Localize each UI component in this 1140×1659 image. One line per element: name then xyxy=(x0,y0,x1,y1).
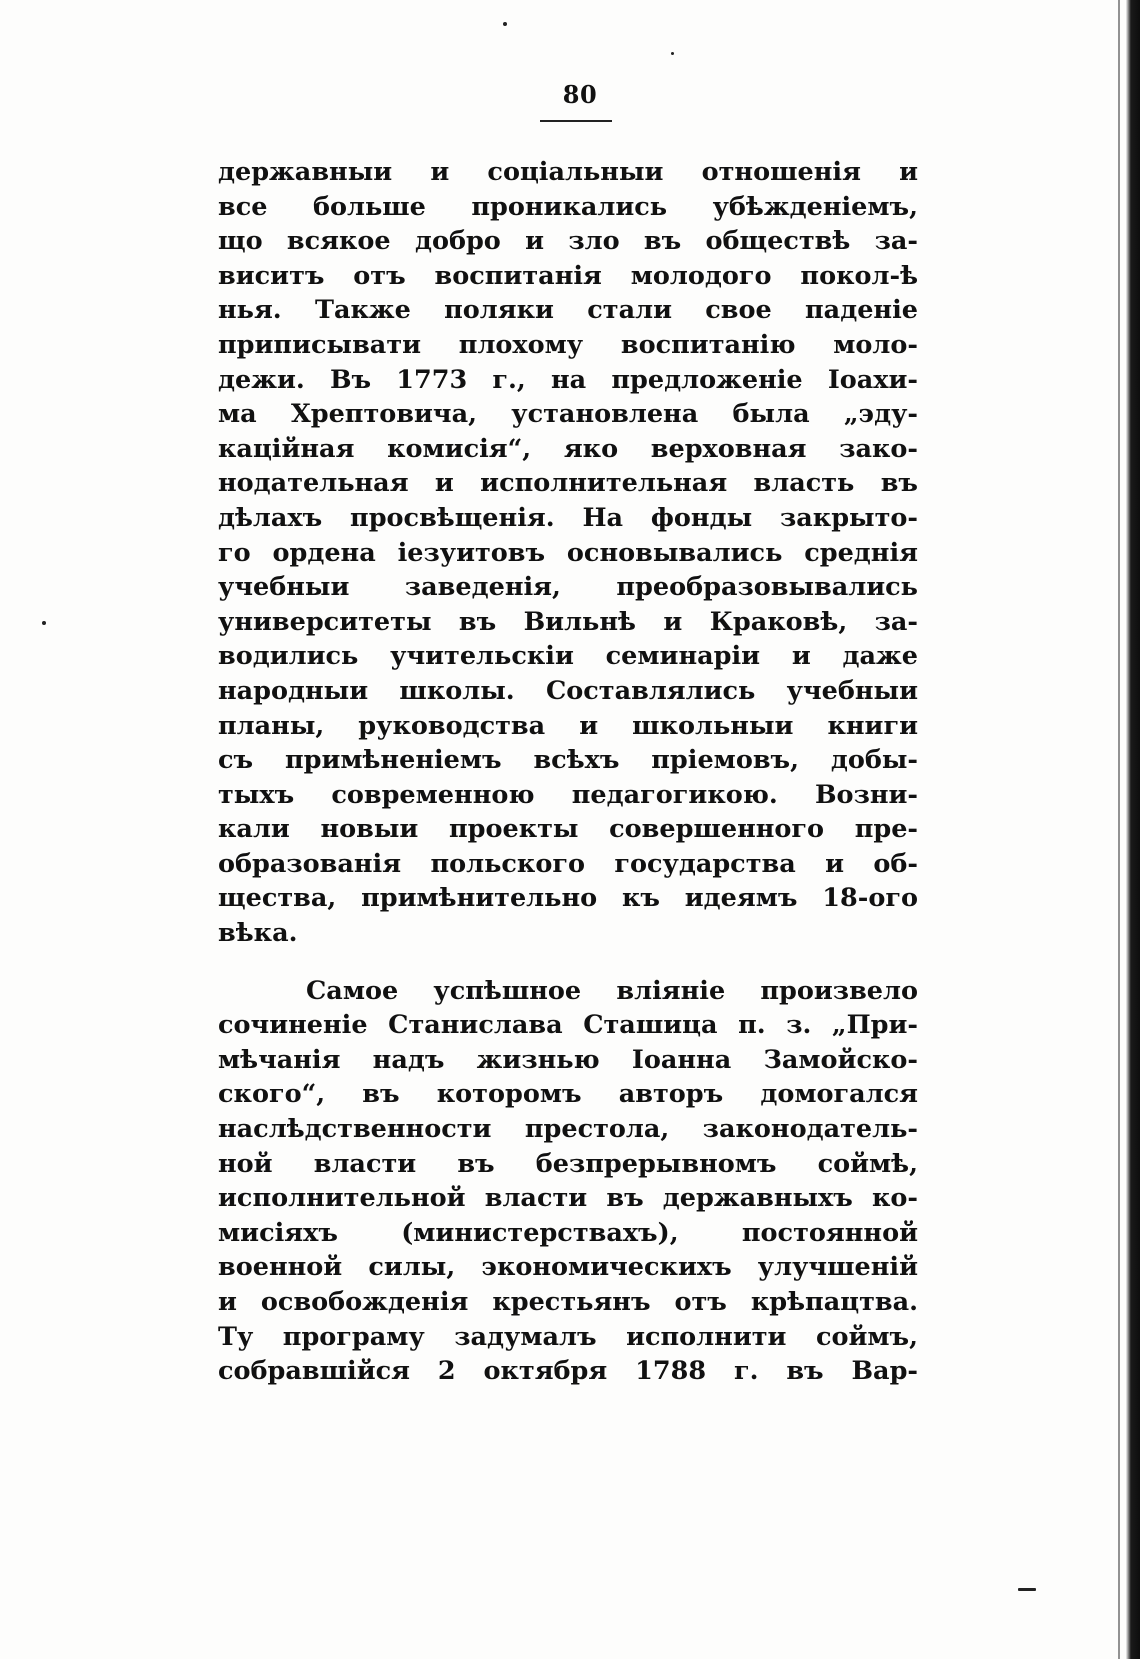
paragraph xyxy=(218,155,918,951)
text-line: ского“, въ которомъ авторъ домогался xyxy=(218,1079,918,1110)
text-line: водились учительскіи семинаріи и даже xyxy=(218,641,918,672)
page-number: 80 xyxy=(562,80,598,109)
text-line: образованія польского государства и об- xyxy=(218,848,918,879)
text-line: нодательная и исполнительная власть въ xyxy=(218,468,918,499)
text-line: исполнительной власти въ державныхъ ко- xyxy=(218,1183,918,1214)
text-line: учебныи заведенія, преобразовывались xyxy=(218,572,918,603)
text-line: тыхъ современною педагогикою. Возни- xyxy=(218,779,918,810)
text-line: мисіяхъ (министерствахъ), постоянной xyxy=(218,1217,918,1248)
paragraph xyxy=(218,974,918,1389)
text-line: дежи. Въ 1773 г., на предложеніе Іоахи- xyxy=(218,364,918,395)
text-line: и освобожденія крестьянъ отъ крѣпацтва. xyxy=(218,1287,918,1317)
text-line: планы, руководства и школьныи книги xyxy=(218,710,918,741)
text-line: нья. Также поляки стали свое паденіе xyxy=(218,295,918,326)
page-edge-line xyxy=(1118,0,1120,1659)
scan-speck xyxy=(1018,1588,1036,1591)
page-binding-shadow xyxy=(1126,0,1140,1659)
text-line: ной власти въ безпрерывномъ соймѣ, xyxy=(218,1148,918,1179)
text-line: каційная комисія“, яко верховная зако- xyxy=(218,433,918,464)
text-line: Самое успѣшное вліяніе произвело xyxy=(306,975,918,1006)
body-text xyxy=(218,155,918,1389)
text-line: щества, примѣнительно къ идеямъ 18-ого xyxy=(218,883,918,914)
text-line: го ордена іезуитовъ основывались среднія xyxy=(218,537,918,568)
text-line: сочиненіе Станислава Сташица п. з. „При- xyxy=(218,1010,918,1041)
text-line: вѣка. xyxy=(218,918,298,949)
scan-speck xyxy=(671,52,674,55)
scan-speck xyxy=(42,621,46,625)
text-line: военной силы, экономическихъ улучшеній xyxy=(218,1252,918,1283)
text-line: собравшійся 2 октября 1788 г. въ Вар- xyxy=(218,1356,918,1387)
paragraph-gap xyxy=(218,951,918,974)
scan-speck xyxy=(503,22,507,26)
text-line: съ примѣненіемъ всѣхъ пріемовъ, добы- xyxy=(218,745,918,776)
text-line: що всякое добро и зло въ обществѣ за- xyxy=(218,226,918,257)
text-line: университеты въ Вильнѣ и Краковѣ, за- xyxy=(218,606,918,637)
text-line: Ту програму задумалъ исполнити соймъ, xyxy=(218,1321,918,1352)
text-line: все больше проникались убѣжденіемъ, xyxy=(218,191,918,222)
text-line: народныи школы. Составлялись учебныи xyxy=(218,675,918,706)
text-line: наслѣдственности престола, законодатель- xyxy=(218,1114,918,1145)
page-number-rule xyxy=(540,120,612,122)
text-line: державныи и соціальныи отношенія и xyxy=(218,157,918,187)
text-line: кали новыи проекты совершенного пре- xyxy=(218,814,918,845)
text-line: мѣчанія надъ жизнью Іоанна Замойско- xyxy=(218,1044,918,1075)
text-line: дѣлахъ просвѣщенія. На фонды закрыто- xyxy=(218,502,918,533)
text-line: приписывати плохому воспитанію моло- xyxy=(218,329,918,360)
text-line: виситъ отъ воспитанія молодого покол-ѣ xyxy=(218,260,918,291)
text-line: ма Хрептовича, установлена была „эду- xyxy=(218,399,918,430)
